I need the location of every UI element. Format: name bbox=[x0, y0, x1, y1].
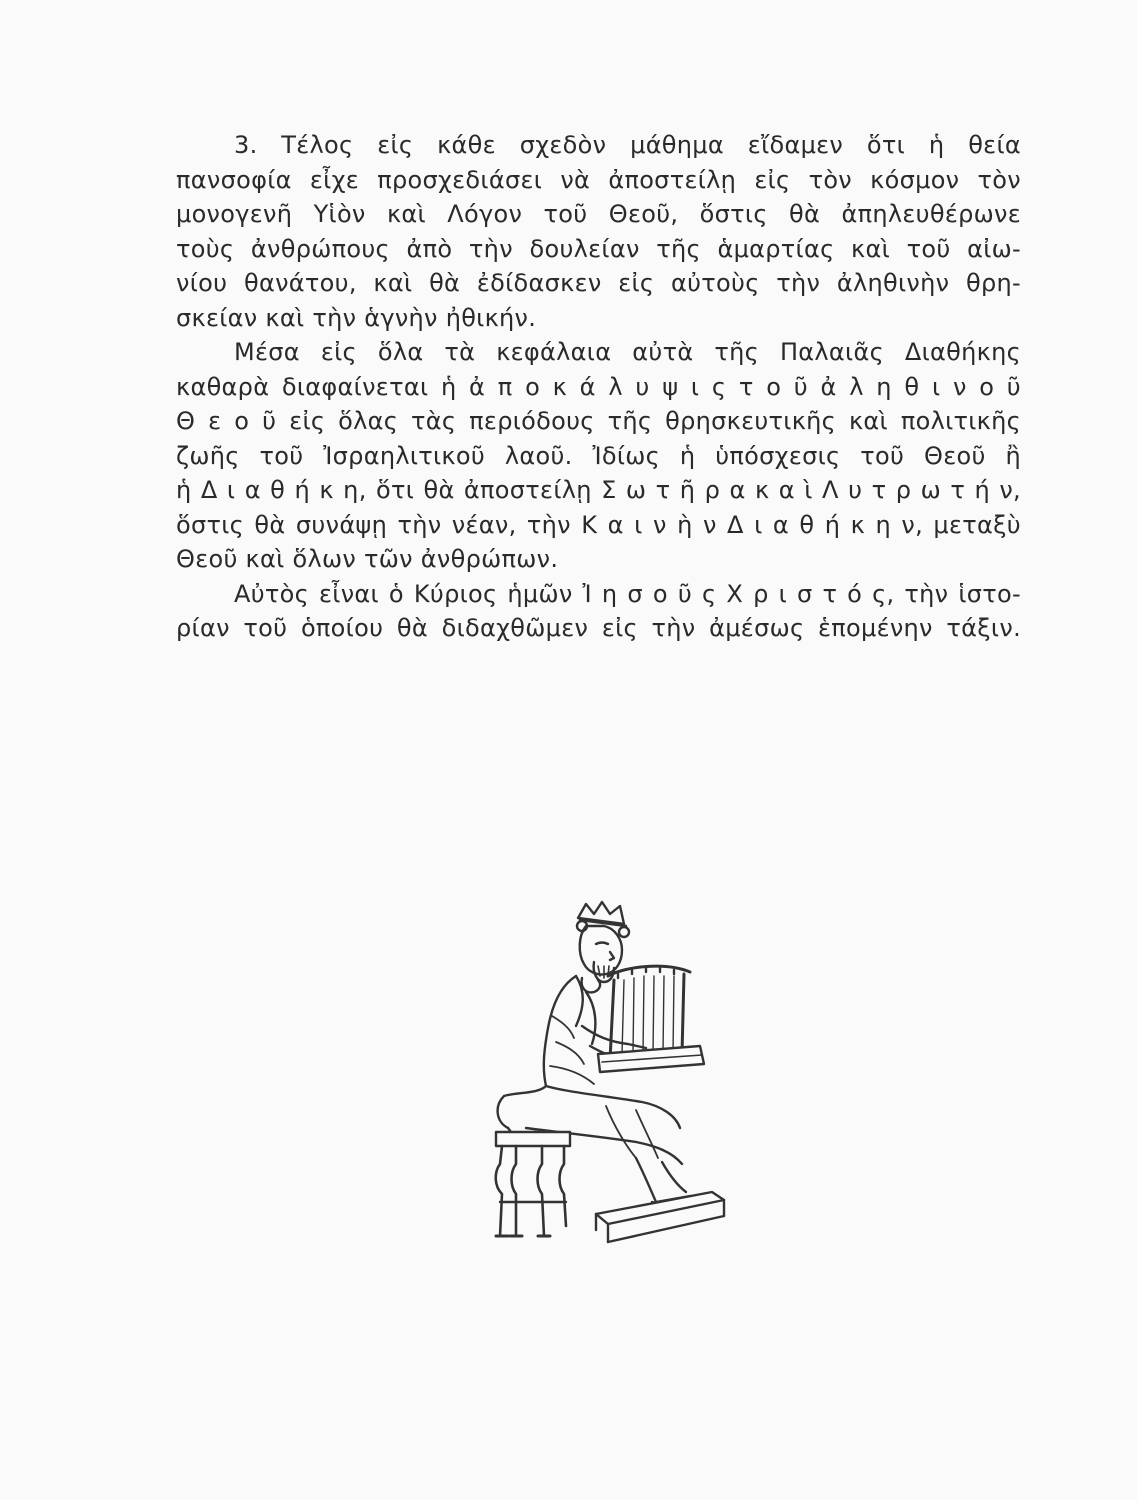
text-line: πανσοφία εἶχε προσχεδιάσει νὰ ἀποστείλῃ εἰς τὸν κόσμον τὸν bbox=[176, 165, 1021, 194]
text-line: Θ ε ο ῦ εἰς ὅλας τὰς περιόδους τῆς θρησκευτικῆς καὶ πολιτικῆς bbox=[176, 407, 1021, 435]
text-line: Μέσα εἰς ὅλα τὰ κεφάλαια αὐτὰ τῆς Παλαιᾶς Διαθήκης bbox=[234, 338, 1021, 366]
text-line: καθαρὰ διαφαίνεται ἡ ἀ π ο κ ά λ υ ψ ι ς τ ο ῦ ἀ λ η θ ι ν ο ῦ bbox=[176, 372, 1021, 401]
body-text bbox=[176, 128, 1021, 646]
text-line: ζωῆς τοῦ Ἰσραηλιτικοῦ λαοῦ. Ἰδίως ἡ ὑπόσχεσις τοῦ Θεοῦ ἢ bbox=[176, 441, 1021, 470]
text-line: σκείαν καὶ τὴν ἁγνὴν ἠθικήν. bbox=[176, 303, 537, 332]
text-line: 3. Τέλος εἰς κάθε σχεδὸν μάθημα εἴδαμεν ὅτι ἡ θεία bbox=[234, 131, 1021, 159]
text-line: Αὐτὸς εἶναι ὁ Κύριος ἡμῶν Ἰ η σ ο ῦ ς Χ ρ ι σ τ ό ς, τὴν ἱστο- bbox=[234, 579, 1021, 608]
text-line: μονογενῆ Υἱὸν καὶ Λόγον τοῦ Θεοῦ, ὅστις θὰ ἀπηλευθέρωνε bbox=[176, 200, 1021, 228]
text-line: νίου θανάτου, καὶ θὰ ἐδίδασκεν εἰς αὐτοὺς τὴν ἀληθινὴν θρη- bbox=[176, 269, 1021, 297]
text-line: τοὺς ἀνθρώπους ἀπὸ τὴν δουλείαν τῆς ἁμαρτίας καὶ τοῦ αἰω- bbox=[176, 234, 1021, 263]
psalmist-with-lyre-icon bbox=[486, 896, 732, 1252]
text-line: ρίαν τοῦ ὁποίου θὰ διδαχθῶμεν εἰς τὴν ἀμέσως ἑπομένην τάξιν. bbox=[176, 614, 1021, 642]
bleed-through-mark bbox=[160, 1370, 250, 1400]
text-line: ἡ Δ ι α θ ή κ η, ὅτι θὰ ἀποστείλῃ Σ ω τ ῆ ρ α κ α ὶ Λ υ τ ρ ω τ ή ν, bbox=[176, 476, 1021, 504]
text-line: ὅστις θὰ συνάψῃ τὴν νέαν, τὴν Κ α ι ν ὴ ν Δ ι α θ ή κ η ν, μεταξὺ bbox=[176, 510, 1021, 539]
text-line: Θεοῦ καὶ ὅλων τῶν ἀνθρώπων. bbox=[176, 545, 559, 573]
